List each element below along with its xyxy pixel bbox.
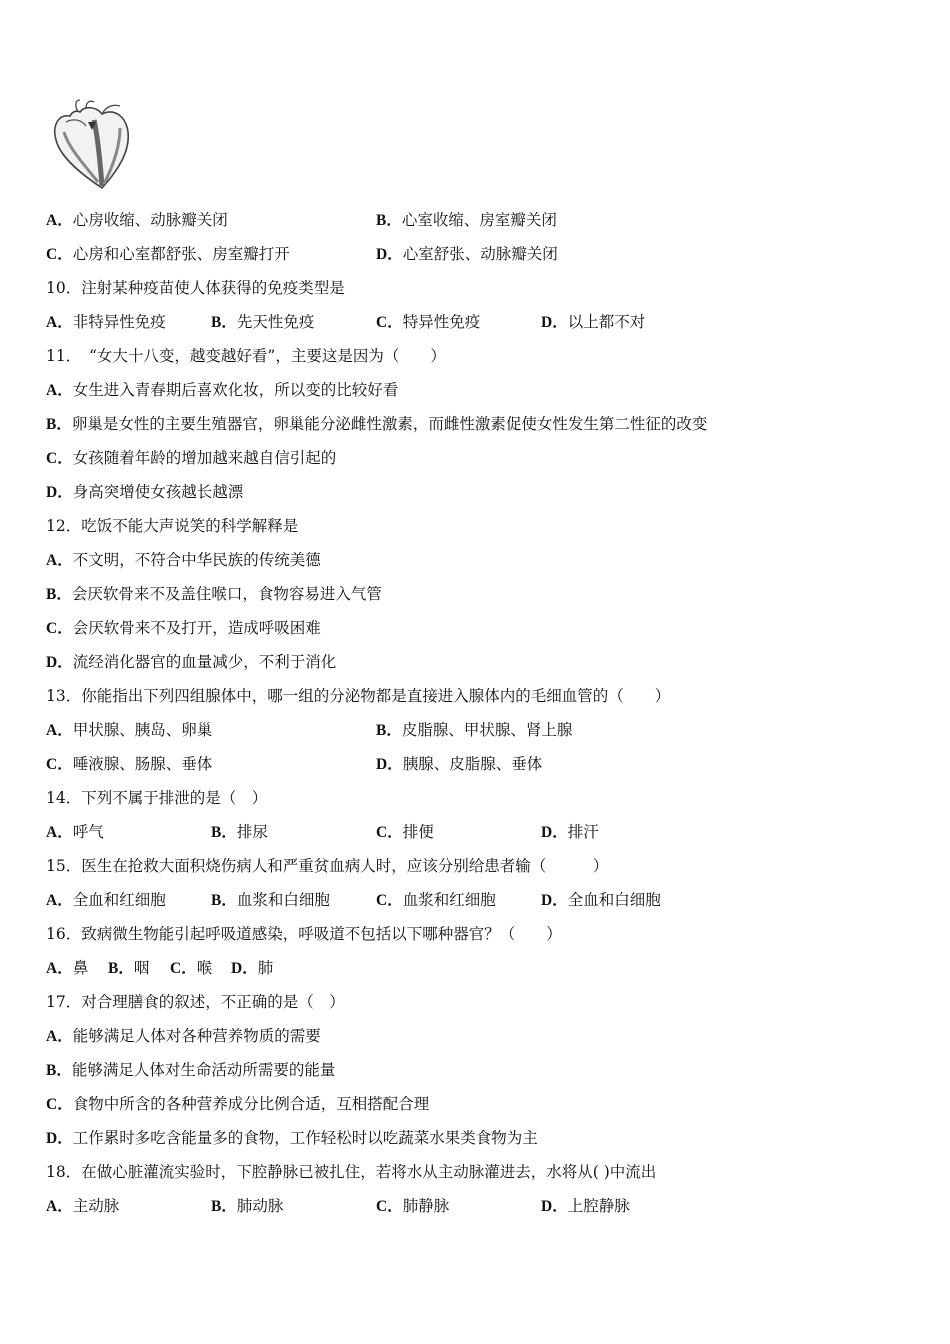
q13-option-c[interactable]: [46, 754, 212, 774]
q9-option-d[interactable]: [376, 244, 558, 264]
option-label: C．: [376, 892, 403, 909]
q18-option-b[interactable]: [211, 1196, 283, 1216]
option-label: C．: [46, 1096, 73, 1113]
option-label: A．: [46, 960, 73, 977]
heart-diagram-icon: [50, 98, 134, 193]
q16-option-a[interactable]: [46, 958, 88, 978]
option-text: 心房收缩、动脉瓣关闭: [72, 211, 228, 229]
option-text: 特异性免疫: [402, 313, 481, 331]
option-text: 排便: [402, 823, 434, 841]
option-label: A．: [46, 892, 73, 909]
q11-option-d[interactable]: [46, 482, 243, 502]
option-text: 皮脂腺、甲状腺、肾上腺: [401, 721, 573, 739]
option-label: B．: [211, 892, 237, 909]
option-text: 食物中所含的各种营养成分比例合适，互相搭配合理: [72, 1095, 430, 1113]
option-label: A．: [46, 382, 73, 399]
q15-option-a[interactable]: [46, 890, 166, 910]
option-text: 血浆和白细胞: [236, 891, 330, 909]
q14-option-d[interactable]: [541, 822, 599, 842]
option-label: D．: [541, 892, 568, 909]
option-label: B．: [211, 1198, 237, 1215]
option-text: 心房和心室都舒张、房室瓣打开: [72, 245, 290, 263]
q14-stem: 14．下列不属于排泄的是（ ）: [46, 789, 268, 807]
option-text: 流经消化器官的血量减少，不利于消化: [72, 653, 337, 671]
q17-option-d[interactable]: [46, 1128, 538, 1148]
option-label: B．: [376, 212, 402, 229]
option-label: B．: [46, 1062, 72, 1079]
q18-stem: 18．在做心脏灌流实验时，下腔静脉已被扎住，若将水从主动脉灌进去，水将从( )中流出: [46, 1163, 657, 1181]
option-label: B．: [376, 722, 402, 739]
option-label: D．: [376, 246, 403, 263]
q11-option-b[interactable]: [46, 414, 707, 434]
option-label: C．: [46, 756, 73, 773]
option-text: 身高突增使女孩越长越漂: [72, 483, 244, 501]
option-label: C．: [46, 620, 73, 637]
option-label: D．: [541, 314, 568, 331]
q11-option-a[interactable]: [46, 380, 398, 400]
q16-option-d[interactable]: [231, 958, 273, 978]
option-text: 女孩随着年龄的增加越来越自信引起的: [72, 449, 337, 467]
option-label: A．: [46, 824, 73, 841]
option-text: 咽: [133, 959, 150, 977]
option-label: D．: [46, 1130, 73, 1147]
q15-option-c[interactable]: [376, 890, 496, 910]
q13-stem: 13．你能指出下列四组腺体中，哪一组的分泌物都是直接进入腺体内的毛细血管的（ ）: [46, 687, 671, 705]
option-text: 排汗: [567, 823, 599, 841]
option-text: 鼻: [72, 959, 89, 977]
option-text: 非特异性免疫: [72, 313, 166, 331]
option-text: 能够满足人体对生命活动所需要的能量: [71, 1061, 336, 1079]
q10-option-d[interactable]: [541, 312, 645, 332]
q12-option-a[interactable]: [46, 550, 321, 570]
option-text: 以上都不对: [567, 313, 646, 331]
option-text: 血浆和红细胞: [402, 891, 496, 909]
option-label: A．: [46, 722, 73, 739]
option-label: A．: [46, 552, 73, 569]
q16-option-b[interactable]: [108, 958, 149, 978]
option-label: C．: [376, 314, 403, 331]
option-label: B．: [211, 824, 237, 841]
q9-option-a[interactable]: [46, 210, 228, 230]
option-text: 呼气: [72, 823, 104, 841]
option-text: 肺: [257, 959, 274, 977]
q17-option-b[interactable]: [46, 1060, 335, 1080]
q9-option-b[interactable]: [376, 210, 557, 230]
option-label: D．: [541, 824, 568, 841]
q15-option-d[interactable]: [541, 890, 661, 910]
option-label: A．: [46, 1028, 73, 1045]
q14-option-b[interactable]: [211, 822, 268, 842]
q10-option-a[interactable]: [46, 312, 166, 332]
q10-stem: 10．注射某种疫苗使人体获得的免疫类型是: [46, 279, 345, 297]
option-text: 卵巢是女性的主要生殖器官，卵巢能分泌雌性激素，而雌性激素促使女性发生第二性征的改变: [71, 415, 708, 433]
option-text: 主动脉: [72, 1197, 120, 1215]
option-label: D．: [46, 654, 73, 671]
q13-option-d[interactable]: [376, 754, 542, 774]
q10-option-b[interactable]: [211, 312, 314, 332]
q13-option-b[interactable]: [376, 720, 572, 740]
q12-option-b[interactable]: [46, 584, 382, 604]
q18-option-a[interactable]: [46, 1196, 119, 1216]
q11-stem: 11． “女大十八变，越变越好看”，主要这是因为（ ）: [46, 347, 446, 365]
option-text: 会厌软骨来不及打开，造成呼吸困难: [72, 619, 321, 637]
option-label: C．: [376, 1198, 403, 1215]
option-text: 上腔静脉: [567, 1197, 630, 1215]
option-text: 心室收缩、房室瓣关闭: [401, 211, 557, 229]
option-label: D．: [541, 1198, 568, 1215]
option-label: B．: [46, 586, 72, 603]
q12-option-c[interactable]: [46, 618, 321, 638]
q16-stem: 16．致病微生物能引起呼吸道感染，呼吸道不包括以下哪种器官？（ ）: [46, 925, 562, 943]
q14-option-c[interactable]: [376, 822, 434, 842]
option-text: 唾液腺、肠腺、垂体: [72, 755, 213, 773]
option-text: 先天性免疫: [236, 313, 315, 331]
option-label: C．: [46, 450, 73, 467]
option-label: A．: [46, 212, 73, 229]
q12-option-d[interactable]: [46, 652, 336, 672]
q10-option-c[interactable]: [376, 312, 480, 332]
option-label: C．: [46, 246, 73, 263]
q18-option-d[interactable]: [541, 1196, 630, 1216]
q17-option-c[interactable]: [46, 1094, 429, 1114]
option-text: 能够满足人体对各种营养物质的需要: [72, 1027, 321, 1045]
option-label: D．: [376, 756, 403, 773]
option-text: 肺静脉: [402, 1197, 450, 1215]
option-text: 不文明，不符合中华民族的传统美德: [72, 551, 321, 569]
option-text: 工作累时多吃含能量多的食物，工作轻松时以吃蔬菜水果类食物为主: [72, 1129, 538, 1147]
option-text: 全血和白细胞: [567, 891, 661, 909]
option-label: C．: [376, 824, 403, 841]
option-label: B．: [211, 314, 237, 331]
q15-stem: 15．医生在抢救大面积烧伤病人和严重贫血病人时，应该分别给患者输（ ）: [46, 857, 609, 875]
option-label: B．: [46, 416, 72, 433]
option-text: 胰腺、皮脂腺、垂体: [402, 755, 543, 773]
option-text: 女生进入青春期后喜欢化妆，所以变的比较好看: [72, 381, 399, 399]
option-text: 甲状腺、胰岛、卵巢: [72, 721, 213, 739]
option-text: 心室舒张、动脉瓣关闭: [402, 245, 558, 263]
q16-option-c[interactable]: [170, 958, 212, 978]
option-text: 排尿: [236, 823, 268, 841]
option-text: 全血和红细胞: [72, 891, 166, 909]
q13-option-a[interactable]: [46, 720, 212, 740]
option-text: 喉: [196, 959, 213, 977]
option-label: B．: [108, 960, 134, 977]
option-text: 肺动脉: [236, 1197, 284, 1215]
option-label: C．: [170, 960, 197, 977]
q15-option-b[interactable]: [211, 890, 330, 910]
option-label: D．: [46, 484, 73, 501]
q11-option-c[interactable]: [46, 448, 336, 468]
q12-stem: 12．吃饭不能大声说笑的科学解释是: [46, 517, 299, 535]
option-label: A．: [46, 314, 73, 331]
option-label: A．: [46, 1198, 73, 1215]
option-text: 会厌软骨来不及盖住喉口，食物容易进入气管: [71, 585, 382, 603]
q9-option-c[interactable]: [46, 244, 290, 264]
option-label: D．: [231, 960, 258, 977]
q17-stem: 17．对合理膳食的叙述，不正确的是（ ）: [46, 993, 345, 1011]
q18-option-c[interactable]: [376, 1196, 449, 1216]
q17-option-a[interactable]: [46, 1026, 321, 1046]
q14-option-a[interactable]: [46, 822, 104, 842]
